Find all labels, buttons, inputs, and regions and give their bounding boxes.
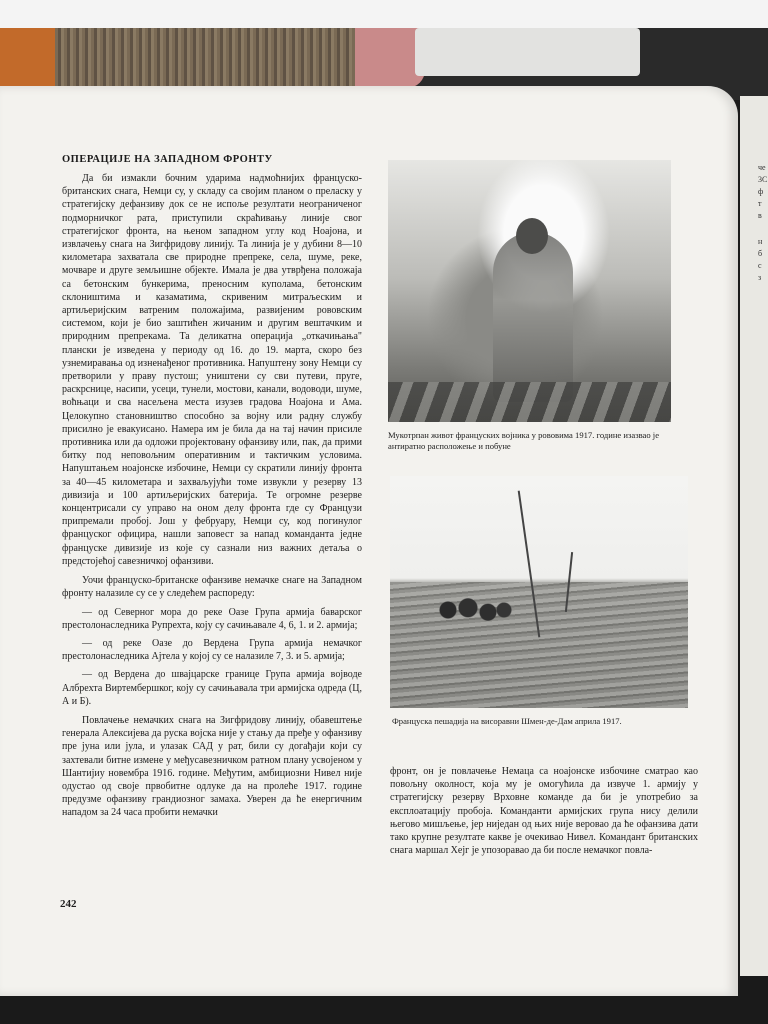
next-page-fragment-line: че [758, 163, 766, 172]
white-object [415, 28, 640, 76]
next-page-fragment-line: 3С [758, 175, 768, 184]
soldier-head [516, 218, 548, 254]
photo-caption: Мукотрпан живот француских војника у рововима 1917. године изазвао је антиратно расположење и побуне [388, 430, 660, 451]
next-page-edge [740, 96, 768, 976]
next-page-fragment-line: в [758, 211, 762, 220]
next-page-fragment-line: т [758, 199, 762, 208]
fabric-object [55, 28, 385, 88]
list-item: — од Вердена до швајцарске границе Група армија војводе Албрехта Виртембершког, коју су сачињавала три армијска одреда (Ц, А и Б). [62, 669, 362, 707]
trench-soldier-photo [388, 160, 671, 422]
next-page-fragment-line: б [758, 249, 763, 258]
next-page-fragment-line: н [758, 237, 763, 246]
soldier-figure [493, 232, 573, 402]
list-item: — од Северног мора до реке Оазе Група армија баварског престолонаследника Рупрехта, коју су сачињавале 4, 6, 1. и 2. армија; [62, 606, 362, 631]
trench-stones [388, 382, 671, 422]
next-page-fragment [740, 96, 768, 284]
next-page-fragment-line: с [758, 261, 762, 270]
orange-object [0, 28, 55, 88]
paragraph: Да би измакли бочним ударима надмоћнијих француско-британских снага, Немци су, у складу са својим планом о преласку у стратегијску дефанзиву док се не испоље резултати неограниченог подморничког рата, приступили скраћивању линије свог стратегијског фронта, на њеном западном углу код Ноајона, и извлачењу снага на Зигфридову линију. Та линија је у дубини 8—10 километара захватала све природне препреке, села, шуме, реке, мочваре и друге земљишне објекте. Имала је два утврђена положаја са бетонским бункерима, преносним куполама, бетонским склоништима и казаматима, скривеним митраљеским и артиљеријским ватреним положајима, развијеним рововским системом, који је био заштићен жичаним и другим вештачким и природним препрекама. Та деликатна операција „откачињања" плански је изведена у периоду од 16. до 19. марта, скоро без узнемиравања од изненађеног противника. Напуштену зону Немци су претворили у праву пустош; уништени су сви путеви, пруге, раскрснице, насипи, усеци, тунели, мостови, канали, водоводи, шуме, воћњаци и сва насељена места изузев градова Ноајона и Ама. Целокупно становништво способно за војну или радну службу присилно је евакуисано. Намера им је била да на тај начин присиле противника или да одложи пројектовану офанзиву или, пак, да прими битку под неповољним оперативним и тактичким условима. Напуштањем ноајонске избочине, Немци су скратили линију фронта за 40—45 километара и захваљујући томе извукли у резерву 13 дивизија и 100 артиљеријских батерија. Те огромне резерве концентрисали су управо на оном делу фронта где су Французи припремали пробој. Још у фебруару, Немци су, код погинулог француског официра, нашли заповест за напад команданта једне француске дивизије из које су сазнали низ важних детаља о предстојећој савезничкој офанзиви. [62, 173, 362, 567]
left-column [62, 172, 362, 820]
background-desk [0, 0, 768, 100]
right-column [390, 765, 698, 857]
paragraph: фронт, он је повлачење Немаца са ноајонске избочине сматрао као повољну околност, која му је омогућила да извуче 1. армију у стратегијску резерву Врховне команде да би је употребио за експлоатацију пробоја. Команданти армијских група нису делили његово мишљење, јер ниједан од њих није веровао да ће офанзива дати тако крупне резултате какве је очекивао Нивел. Командант британских снага маршал Хејг је упозоравао да би после немачког повла- [390, 766, 698, 857]
section-heading: ОПЕРАЦИЈЕ НА ЗАПАДНОМ ФРОНТУ [62, 154, 273, 165]
infantry-group [432, 588, 512, 632]
desk-top [0, 0, 768, 28]
infantry-plateau-photo [390, 476, 688, 708]
paragraph: Повлачење немачких снага на Зигфридову линију, обавештење генерала Алексијева да руска војска није у стању да пређе у офанзиву пре јуна или јула, и улазак САД у рат, били су догађаји који су захтевали битне измене у међусавезничком ратном плану усвојеном у Шантијиу новембра 1916. године. Међутим, амбициозни Нивел није одустао од своје првобитне одлуке да на пролеће 1917. године предузме офанзиву грандиозног замаха. Уверен да ће енергичним нападом за 24 часа пробити немачки [62, 714, 362, 819]
photo-caption: Француска пешадија на висоравни Шмен-де-Дам априла 1917. [392, 716, 622, 726]
page-number: 242 [60, 898, 77, 910]
next-page-fragment-line: з [758, 273, 762, 282]
paragraph: Уочи француско-британске офанзиве немачке снаге на Западном фронту налазиле су се у следећем распореду: [62, 575, 362, 600]
next-page-fragment-line: ф [758, 187, 764, 196]
list-item: — од реке Оазе до Вердена Група армија немачког престолонаследника Ајтела у којој су се налазиле 7, 3. и 5. армија; [62, 637, 362, 663]
